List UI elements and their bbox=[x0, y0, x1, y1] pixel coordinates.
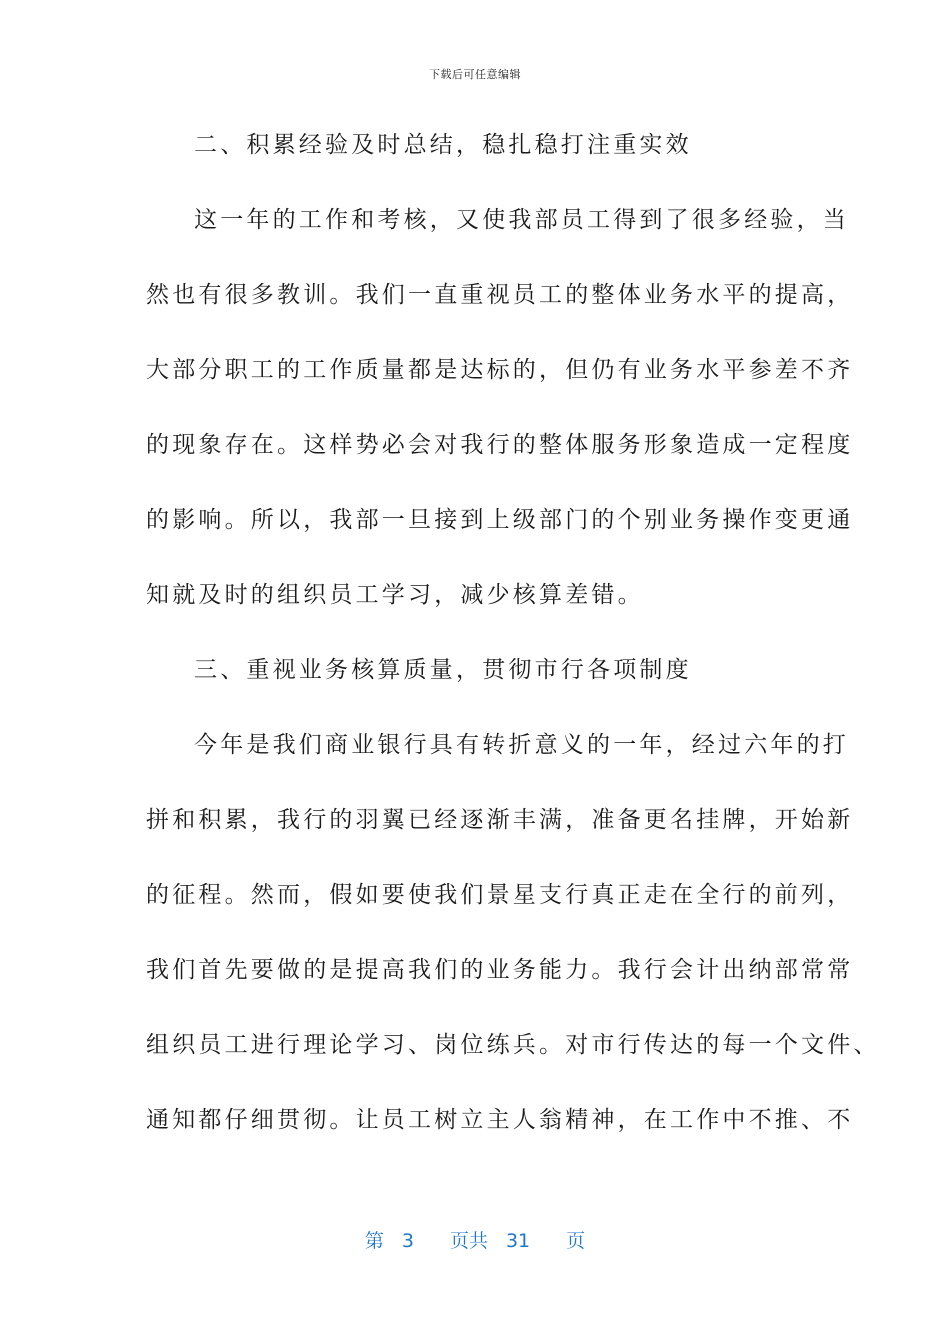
paragraph-line: 的征程。然而，假如要使我们景星支行真正走在全行的前列， bbox=[146, 882, 854, 908]
footer-suffix: 页 bbox=[566, 1230, 586, 1252]
paragraph-line: 组织员工进行理论学习、岗位练兵。对市行传达的每一个文件、 bbox=[146, 1032, 880, 1058]
paragraph-line: 拼和积累，我行的羽翼已经逐渐丰满，准备更名挂牌，开始新 bbox=[146, 807, 854, 833]
current-page-number: 3 bbox=[401, 1230, 414, 1252]
paragraph-line: 的影响。所以，我部一旦接到上级部门的个别业务操作变更通 bbox=[146, 507, 854, 533]
paragraph-line: 的现象存在。这样势必会对我行的整体服务形象造成一定程度 bbox=[146, 432, 854, 458]
paragraph-line: 这一年的工作和考核，又使我部员工得到了很多经验，当 bbox=[194, 207, 849, 233]
paragraph-line: 知就及时的组织员工学习，减少核算差错。 bbox=[146, 582, 644, 608]
section-heading-2: 二、积累经验及时总结，稳扎稳打注重实效 bbox=[194, 132, 692, 158]
footer-middle: 页共 bbox=[449, 1230, 488, 1252]
total-page-count: 31 bbox=[505, 1230, 531, 1252]
page-header-note: 下载后可任意编辑 bbox=[429, 68, 521, 81]
footer-prefix: 第 bbox=[364, 1230, 384, 1252]
paragraph-line: 通知都仔细贯彻。让员工树立主人翁精神，在工作中不推、不 bbox=[146, 1107, 854, 1133]
section-heading-3: 三、重视业务核算质量，贯彻市行各项制度 bbox=[194, 657, 692, 683]
page-number-footer bbox=[0, 1226, 950, 1253]
paragraph-line: 大部分职工的工作质量都是达标的，但仍有业务水平参差不齐 bbox=[146, 357, 854, 383]
paragraph-line: 今年是我们商业银行具有转折意义的一年，经过六年的打 bbox=[194, 732, 849, 758]
paragraph-line: 然也有很多教训。我们一直重视员工的整体业务水平的提高， bbox=[146, 282, 854, 308]
paragraph-line: 我们首先要做的是提高我们的业务能力。我行会计出纳部常常 bbox=[146, 957, 854, 983]
